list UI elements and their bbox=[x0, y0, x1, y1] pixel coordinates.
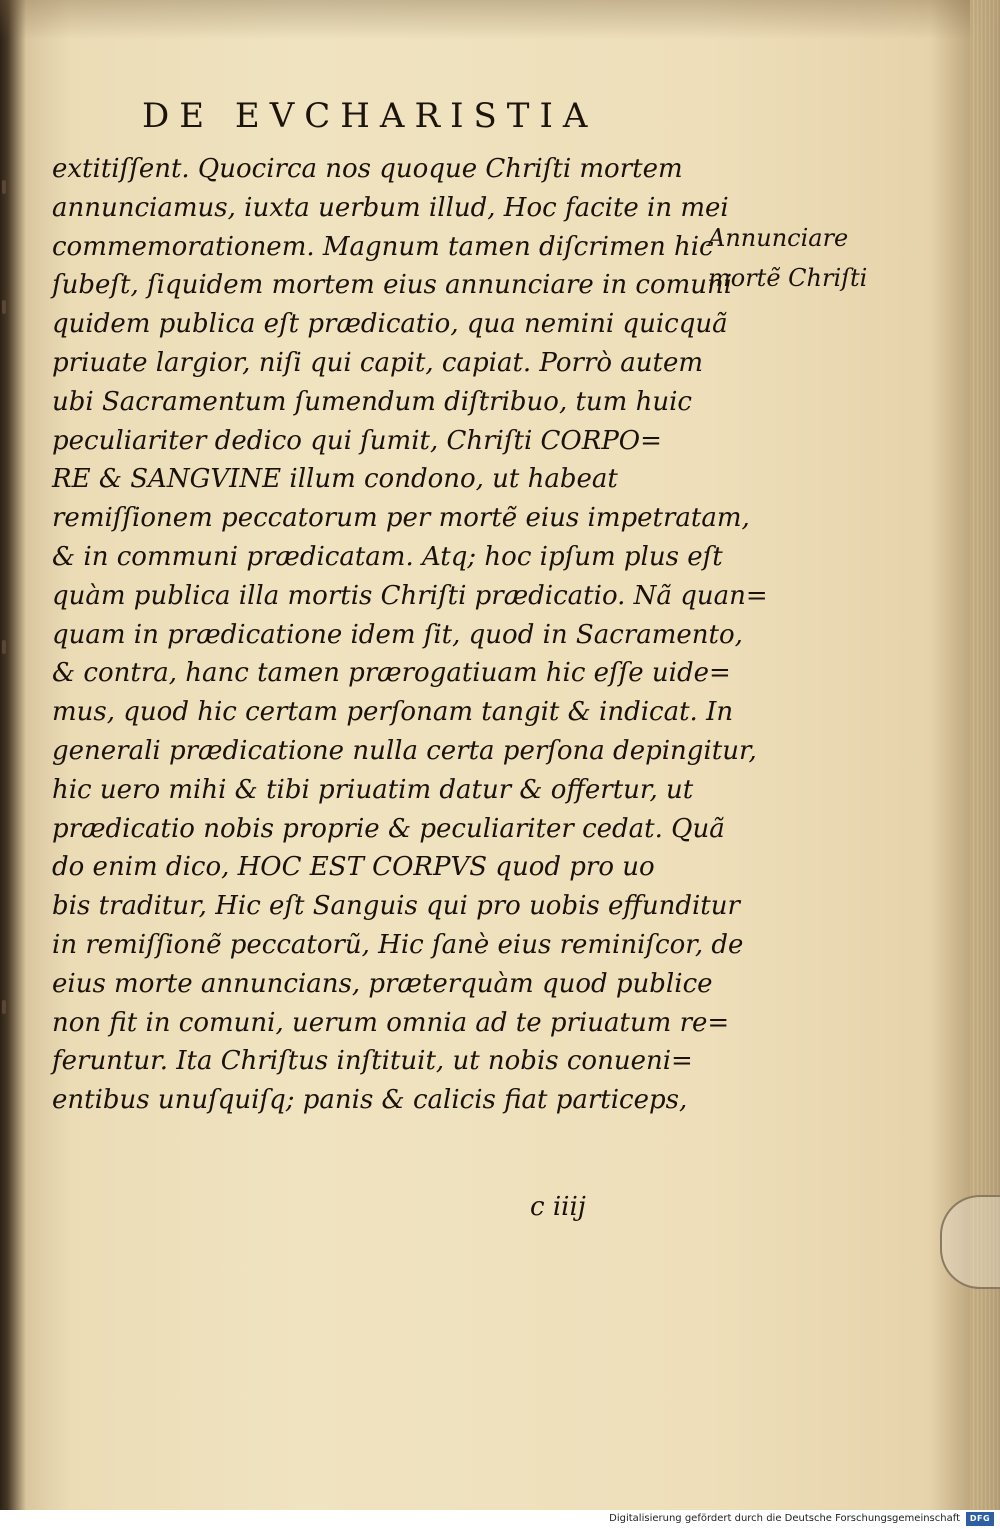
page-clip bbox=[940, 1195, 1000, 1289]
text-line: hic uero mihi & tibi priuatim datur & offertur, ut bbox=[52, 774, 694, 805]
text-line: mus, quod hic certam perſonam tangit & indicat. In bbox=[52, 697, 734, 728]
text-line: peculiariter dedico qui ſumit, Chriſti CORPO= bbox=[52, 425, 662, 456]
text-line: annunciamus, iuxta uerbum illud, Hoc facite in mei bbox=[52, 192, 729, 223]
text-line: quam in prædicatione idem ſit, quod in Sacramento, bbox=[52, 619, 743, 650]
marginal-note-line: Annunciare bbox=[708, 224, 849, 252]
text-line: in remiſſionẽ peccatorũ, Hic ſanè eius reminiſcor, de bbox=[52, 929, 744, 960]
text-line: & in communi prædicatam. Atq; hoc ipſum plus eſt bbox=[52, 541, 723, 572]
text-line: do enim dico, HOC EST CORPVS quod pro uo bbox=[52, 852, 655, 883]
text-line: RE & SANGVINE illum condono, ut habeat bbox=[52, 464, 618, 495]
text-line: extitiſſent. Quocirca nos quoque Chriſti mortem bbox=[52, 154, 683, 184]
marginal-note bbox=[708, 218, 878, 298]
running-head: DE EVCHARISTIA bbox=[142, 96, 598, 136]
text-line: ſubeſt, ſiquidem mortem eius annunciare in comuni bbox=[52, 270, 733, 301]
page-top-shadow bbox=[0, 0, 1000, 40]
text-line: ubi Sacramentum ſumendum diſtribuo, tum huic bbox=[52, 386, 692, 417]
text-line: priuate largior, niſi qui capit, capiat. Porrò autem bbox=[52, 347, 704, 378]
footer-credit: Digitalisierung gefördert durch die Deutsche Forschungsgemeinschaft bbox=[609, 1513, 960, 1524]
text-line: entibus unuſquiſq; panis & calicis fiat particeps, bbox=[52, 1085, 688, 1116]
text-line: quàm publica illa mortis Chriſti prædicatio. Nã quan= bbox=[52, 580, 768, 611]
text-line: & contra, hanc tamen prærogatiuam hic eſſe uide= bbox=[52, 658, 731, 689]
text-line: bis traditur, Hic eſt Sanguis qui pro uobis effunditur bbox=[52, 891, 740, 922]
body-text bbox=[52, 150, 768, 1120]
text-line: remiſſionem peccatorum per mortẽ eius impetratam, bbox=[52, 503, 750, 534]
text-line: commemorationem. Magnum tamen diſcrimen hic bbox=[52, 231, 714, 262]
text-line: generali prædicatione nulla certa perſona depingitur, bbox=[52, 735, 757, 766]
text-line: eius morte annuncians, præterquàm quod publice bbox=[52, 968, 713, 999]
text-line: non fit in comuni, uerum omnia ad te priuatum re= bbox=[52, 1007, 730, 1038]
text-line: feruntur. Ita Chriſtus inſtituit, ut nobis conueni= bbox=[52, 1046, 693, 1077]
signature-mark: c iiij bbox=[530, 1192, 586, 1222]
dfg-logo-icon: DFG bbox=[966, 1512, 994, 1526]
marginal-note-line: mortẽ Chriſti bbox=[708, 264, 868, 292]
text-line: quidem publica eſt prædicatio, qua nemini quicquã bbox=[52, 309, 728, 340]
text-line: prædicatio nobis proprie & peculiariter cedat. Quã bbox=[52, 813, 725, 844]
